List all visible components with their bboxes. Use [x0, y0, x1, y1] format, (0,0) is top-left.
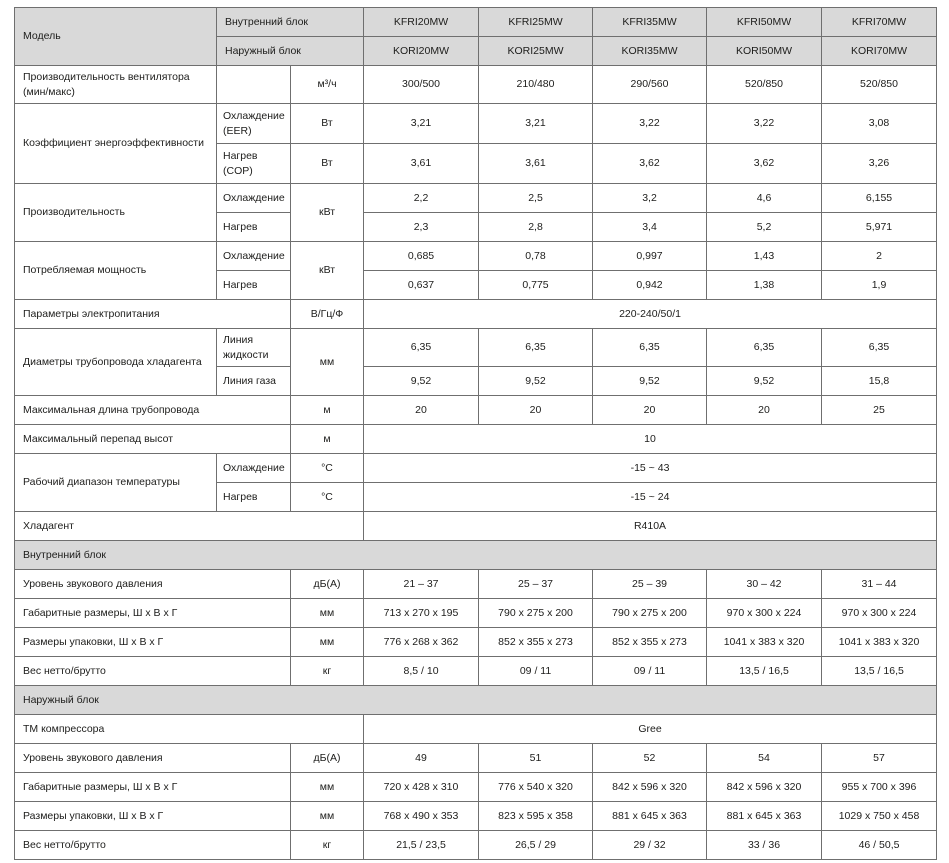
indoor-unit-label: Внутренний блок [217, 8, 364, 37]
value-cell: 0,78 [479, 242, 593, 271]
value-cell: 3,4 [593, 213, 707, 242]
value-cell: 33 / 36 [707, 831, 822, 860]
value-cell: 520/850 [707, 66, 822, 104]
sub-label-empty [217, 66, 291, 104]
value-cell: 0,637 [364, 271, 479, 300]
outdoor-weight-row [15, 831, 937, 860]
value-cell: 0,685 [364, 242, 479, 271]
sub-label: Охлаждение [217, 242, 291, 271]
value-cell: 520/850 [822, 66, 937, 104]
indoor-model: KFRI25MW [479, 8, 593, 37]
value-cell: 776 х 268 х 362 [364, 628, 479, 657]
value-cell: 3,08 [822, 104, 937, 144]
temp-cool-row [15, 454, 937, 483]
value-cell: 5,971 [822, 213, 937, 242]
power-cool-row [15, 242, 937, 271]
unit: мм [291, 599, 364, 628]
indoor-section-row [15, 541, 937, 570]
value-cell: 300/500 [364, 66, 479, 104]
value-cell: 2,8 [479, 213, 593, 242]
outdoor-section-row [15, 686, 937, 715]
row-label: Вес нетто/брутто [15, 657, 291, 686]
value-cell: 776 х 540 х 320 [479, 773, 593, 802]
value-cell: 768 х 490 х 353 [364, 802, 479, 831]
value-cell: 3,21 [479, 104, 593, 144]
value-cell: 790 х 275 х 200 [479, 599, 593, 628]
unit: мм [291, 802, 364, 831]
value-cell: 4,6 [707, 184, 822, 213]
value-cell: 3,62 [593, 144, 707, 184]
value-cell: 20 [707, 396, 822, 425]
unit: мм [291, 329, 364, 396]
value-cell: 31 – 44 [822, 570, 937, 599]
value-cell: 852 х 355 х 273 [479, 628, 593, 657]
pipe-length-row [15, 396, 937, 425]
row-label: Рабочий диапазон температуры [15, 454, 217, 512]
value-cell: 49 [364, 744, 479, 773]
indoor-pack-row [15, 628, 937, 657]
value-cell: 0,942 [593, 271, 707, 300]
value-cell: 290/560 [593, 66, 707, 104]
value-cell: 2,2 [364, 184, 479, 213]
sub-label: Линия жидкости [217, 329, 291, 367]
row-label: Максимальный перепад высот [15, 425, 291, 454]
value-cell: 955 х 700 х 396 [822, 773, 937, 802]
value-cell: 6,35 [593, 329, 707, 367]
row-label: Хладагент [15, 512, 364, 541]
value-cell: 1041 х 383 х 320 [707, 628, 822, 657]
value-cell: 3,22 [707, 104, 822, 144]
unit: Вт [291, 144, 364, 184]
value-cell: 1,38 [707, 271, 822, 300]
value-cell: 09 / 11 [479, 657, 593, 686]
value-cell: 54 [707, 744, 822, 773]
value-cell: 46 / 50,5 [822, 831, 937, 860]
unit: °С [291, 454, 364, 483]
value-cell: 842 х 596 х 320 [707, 773, 822, 802]
row-label: Диаметры трубопровода хладагента [15, 329, 217, 396]
value-cell: 26,5 / 29 [479, 831, 593, 860]
value-cell: 2,3 [364, 213, 479, 242]
value-cell: 1,43 [707, 242, 822, 271]
outdoor-model: KORI35MW [593, 37, 707, 66]
row-label: Уровень звукового давления [15, 744, 291, 773]
row-label: ТМ компрессора [15, 715, 364, 744]
value-cell: 1041 х 383 х 320 [822, 628, 937, 657]
model-label: Модель [15, 8, 217, 66]
eer-row [15, 104, 937, 144]
value-cell: 52 [593, 744, 707, 773]
value-cell: 790 х 275 х 200 [593, 599, 707, 628]
outdoor-model: KORI25MW [479, 37, 593, 66]
height-diff-row [15, 425, 937, 454]
unit: м [291, 396, 364, 425]
indoor-dims-row [15, 599, 937, 628]
fan-row [15, 66, 937, 104]
unit: мм [291, 773, 364, 802]
row-label: Производительность вентилятора (мин/макс) [15, 66, 217, 104]
value-cell: 0,775 [479, 271, 593, 300]
value-cell: 3,21 [364, 104, 479, 144]
value-cell: 3,26 [822, 144, 937, 184]
outdoor-noise-row [15, 744, 937, 773]
value-cell: 13,5 / 16,5 [707, 657, 822, 686]
value-cell: 25 – 39 [593, 570, 707, 599]
value-cell: 51 [479, 744, 593, 773]
spec-table [14, 7, 937, 860]
value-cell: 5,2 [707, 213, 822, 242]
outdoor-unit-label: Наружный блок [217, 37, 364, 66]
sub-label: Нагрев [217, 271, 291, 300]
value-cell: 852 х 355 х 273 [593, 628, 707, 657]
sub-label: Охлаждение [217, 184, 291, 213]
sub-label: Нагрев [217, 213, 291, 242]
indoor-noise-row [15, 570, 937, 599]
sub-label: Нагрев [217, 483, 291, 512]
supply-row [15, 300, 937, 329]
value-cell: 6,35 [707, 329, 822, 367]
unit: кг [291, 657, 364, 686]
outdoor-compressor-row [15, 715, 937, 744]
unit: дБ(А) [291, 570, 364, 599]
value-cell: 720 х 428 х 310 [364, 773, 479, 802]
unit: кг [291, 831, 364, 860]
value-cell: 6,35 [364, 329, 479, 367]
row-label: Размеры упаковки, Ш х В х Г [15, 628, 291, 657]
value-cell: 220-240/50/1 [364, 300, 937, 329]
value-cell: 09 / 11 [593, 657, 707, 686]
sub-label: Охлаждение [217, 454, 291, 483]
sub-label: Линия газа [217, 367, 291, 396]
indoor-model: KFRI20MW [364, 8, 479, 37]
pipe-liquid-row [15, 329, 937, 367]
indoor-model: KFRI50MW [707, 8, 822, 37]
sub-label: Охлаждение (EER) [217, 104, 291, 144]
value-cell: 3,61 [364, 144, 479, 184]
indoor-model: KFRI70MW [822, 8, 937, 37]
header-row-indoor [15, 8, 937, 37]
value-cell: 9,52 [364, 367, 479, 396]
capacity-cool-row [15, 184, 937, 213]
value-cell: 9,52 [479, 367, 593, 396]
unit: Вт [291, 104, 364, 144]
value-cell: 30 – 42 [707, 570, 822, 599]
sub-label: Нагрев (COP) [217, 144, 291, 184]
row-label: Производительность [15, 184, 217, 242]
row-label: Параметры электропитания [15, 300, 291, 329]
row-label: Габаритные размеры, Ш х В х Г [15, 599, 291, 628]
value-cell: R410A [364, 512, 937, 541]
outdoor-model: KORI70MW [822, 37, 937, 66]
outdoor-model: KORI20MW [364, 37, 479, 66]
unit: °С [291, 483, 364, 512]
value-cell: 3,62 [707, 144, 822, 184]
unit: кВт [291, 242, 364, 300]
value-cell: 8,5 / 10 [364, 657, 479, 686]
row-label: Потребляемая мощность [15, 242, 217, 300]
refrigerant-row [15, 512, 937, 541]
value-cell: -15 ~ 43 [364, 454, 937, 483]
value-cell: 3,22 [593, 104, 707, 144]
value-cell: 6,35 [479, 329, 593, 367]
indoor-model: KFRI35MW [593, 8, 707, 37]
row-label: Уровень звукового давления [15, 570, 291, 599]
value-cell: 25 [822, 396, 937, 425]
indoor-weight-row [15, 657, 937, 686]
unit: мм [291, 628, 364, 657]
value-cell: 3,61 [479, 144, 593, 184]
value-cell: 842 х 596 х 320 [593, 773, 707, 802]
value-cell: 713 х 270 х 195 [364, 599, 479, 628]
section-title: Наружный блок [15, 686, 937, 715]
value-cell: 823 х 595 х 358 [479, 802, 593, 831]
value-cell: 20 [593, 396, 707, 425]
value-cell: 2 [822, 242, 937, 271]
value-cell: 10 [364, 425, 937, 454]
outdoor-pack-row [15, 802, 937, 831]
unit: м³/ч [291, 66, 364, 104]
value-cell: 13,5 / 16,5 [822, 657, 937, 686]
value-cell: 3,2 [593, 184, 707, 213]
row-label: Размеры упаковки, Ш х В х Г [15, 802, 291, 831]
outdoor-dims-row [15, 773, 937, 802]
value-cell: 25 – 37 [479, 570, 593, 599]
value-cell: 2,5 [479, 184, 593, 213]
value-cell: 0,997 [593, 242, 707, 271]
value-cell: 9,52 [593, 367, 707, 396]
value-cell: 881 х 645 х 363 [707, 802, 822, 831]
section-title: Внутренний блок [15, 541, 937, 570]
value-cell: 20 [479, 396, 593, 425]
unit: м [291, 425, 364, 454]
value-cell: 21 – 37 [364, 570, 479, 599]
value-cell: 15,8 [822, 367, 937, 396]
value-cell: 881 х 645 х 363 [593, 802, 707, 831]
unit: дБ(А) [291, 744, 364, 773]
unit: кВт [291, 184, 364, 242]
value-cell: 970 х 300 х 224 [707, 599, 822, 628]
value-cell: 6,155 [822, 184, 937, 213]
unit: В/Гц/Ф [291, 300, 364, 329]
row-label: Максимальная длина трубопровода [15, 396, 291, 425]
row-label: Габаритные размеры, Ш х В х Г [15, 773, 291, 802]
value-cell: 6,35 [822, 329, 937, 367]
value-cell: 1,9 [822, 271, 937, 300]
value-cell: 21,5 / 23,5 [364, 831, 479, 860]
value-cell: 20 [364, 396, 479, 425]
row-label: Коэффициент энергоэффективности [15, 104, 217, 184]
value-cell: 9,52 [707, 367, 822, 396]
outdoor-model: KORI50MW [707, 37, 822, 66]
value-cell: 29 / 32 [593, 831, 707, 860]
value-cell: -15 ~ 24 [364, 483, 937, 512]
value-cell: 57 [822, 744, 937, 773]
value-cell: 210/480 [479, 66, 593, 104]
row-label: Вес нетто/брутто [15, 831, 291, 860]
value-cell: 1029 х 750 х 458 [822, 802, 937, 831]
value-cell: Gree [364, 715, 937, 744]
value-cell: 970 х 300 х 224 [822, 599, 937, 628]
